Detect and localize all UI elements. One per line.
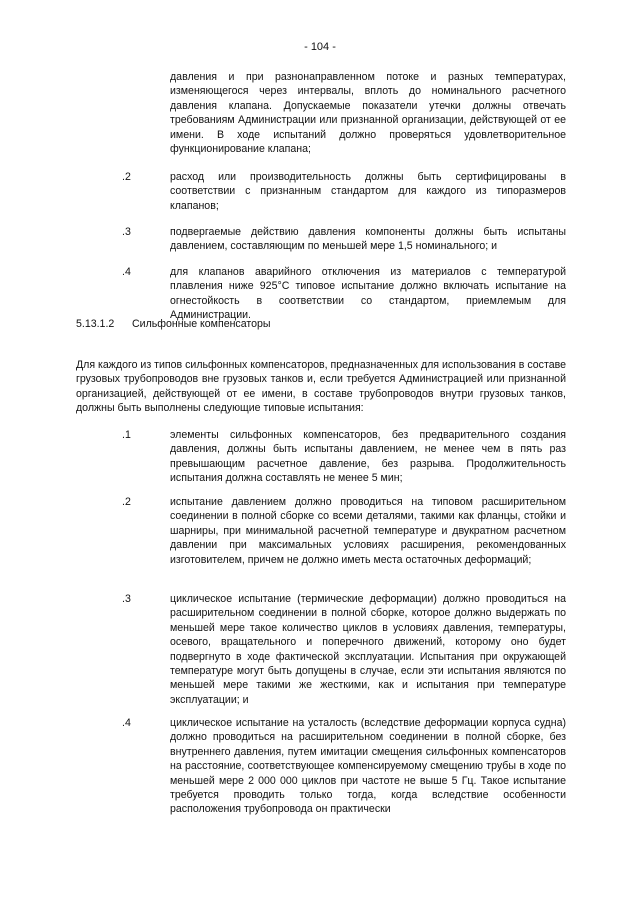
- section-title: Сильфонные компенсаторы: [132, 318, 271, 330]
- section-number: 5.13.1.2: [76, 318, 115, 330]
- section-intro: Для каждого из типов сильфонных компенсаторов, предназначенных для использования в составе грузовых трубопроводов вне грузовых танков и, если требуется Администрацией или признанной организацией, действующей от ее имени, в составе трубопроводов внутри грузовых танков, должны быть выполнены следующие типовые испытания:: [76, 359, 566, 415]
- valve-item-number: .2: [122, 171, 131, 183]
- valve-item-text: для клапанов аварийного отключения из материалов с температурой плавления ниже 925°C типовое испытание должно включать испытание на огнестойкость в соответствии со стандартом, приемлемым для Администрации.: [170, 266, 566, 322]
- test-item-text: элементы сильфонных компенсаторов, без предварительного создания давления, должны быть испытаны давлением, не менее чем в пять раз превышающим расчетное давление, без разрыва. Продолжительность испытания должна составлять не менее 5 мин;: [170, 429, 566, 485]
- test-item-text: циклическое испытание (термические деформации) должно проводиться на расширительном соединении в полной сборке, которое должно выдержать по меньшей мере такое количество циклов в условиях давления, температуры, осевого, вращательного и поперечного движений, которому оно будет подвергнуто в ходе фактической эксплуатации. Испытания при окружающей температуре могут быть допущены в случае, если эти испытания являются по меньшей мере такими же жесткими, как и испытания при температуре эксплуатации; и: [170, 593, 566, 706]
- test-item-number: .3: [122, 593, 131, 605]
- intro-continuation: давления и при разнонаправленном потоке и разных температурах, изменяющегося через интервалы, вплоть до номинального расчетного давления клапана. Допускаемые показатели утечки должны отвечать требованиям Администрации или признанной организации, действующей от ее имени. В ходе испытаний должно проверяться удовлетворительное функционирование клапана;: [170, 71, 566, 156]
- valve-item-text: расход или производительность должны быть сертифицированы в соответствии с признанным стандартом для каждого из типоразмеров клапанов;: [170, 171, 566, 212]
- valve-item-number: .4: [122, 266, 131, 278]
- test-item-text: испытание давлением должно проводиться на типовом расширительном соединении в полной сборке со всеми деталями, такими как фланцы, стойки и шарниры, при минимальной расчетной температуре и двукратном расчетном давлении при максимальных условиях расширения, рекомендованных изготовителем, причем не должно иметь места остаточных деформаций;: [170, 496, 566, 566]
- page-number: - 104 -: [304, 41, 336, 53]
- section-heading: [76, 317, 271, 331]
- valve-item-text: подвергаемые действию давления компоненты должны быть испытаны давлением, составляющим по меньшей мере 1,5 номинального; и: [170, 226, 566, 253]
- test-item-number: .1: [122, 429, 131, 441]
- test-item-number: .2: [122, 496, 131, 508]
- test-item-number: .4: [122, 717, 131, 729]
- valve-item-number: .3: [122, 226, 131, 238]
- test-item-text: циклическое испытание на усталость (вследствие деформации корпуса судна) должно проводиться на расширительном соединении в полной сборке, без внутреннего давления, путем имитации смещения сильфонных компенсаторов на расстояние, соответствующее компенсируемому смещению трубы в ходе по меньшей мере 2 000 000 циклов при частоте не выше 5 Гц. Такое испытание требуется проводить только тогда, когда вследствие особенности расположения трубопровода он практически: [170, 717, 566, 816]
